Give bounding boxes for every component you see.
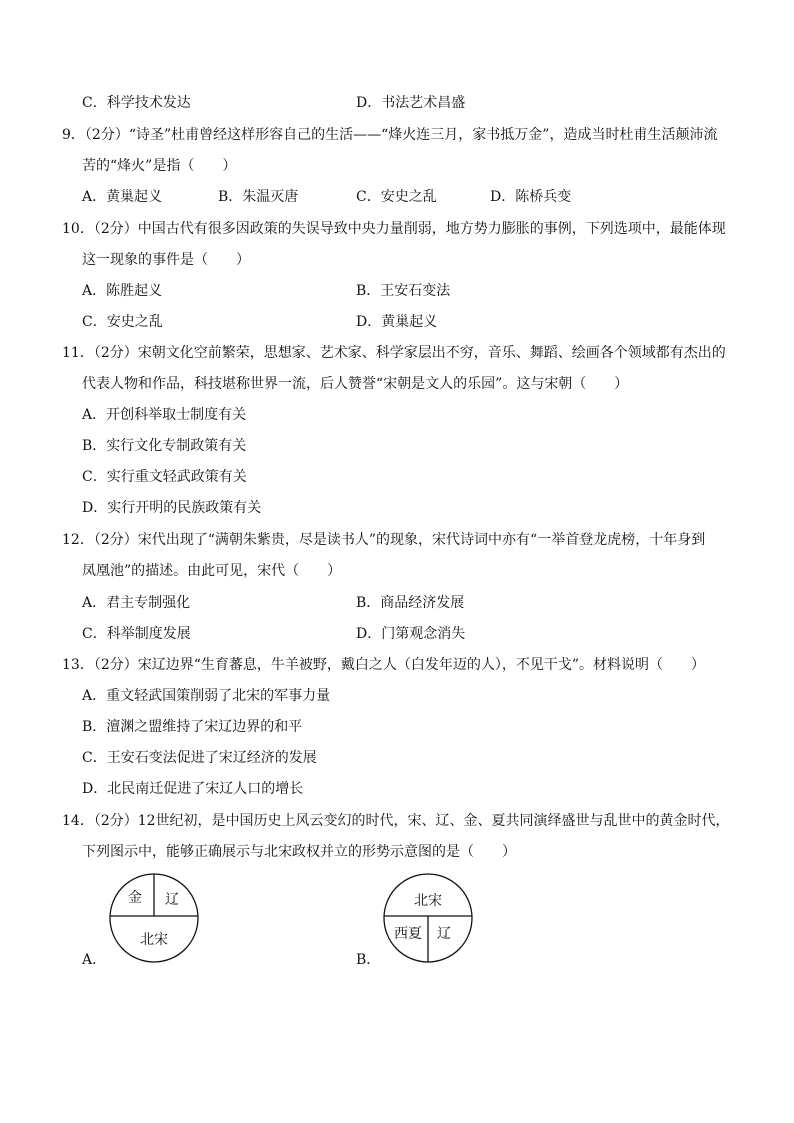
q14-figure-a-diagram bbox=[108, 872, 200, 964]
q8-option-d: D．书法艺术昌盛 bbox=[356, 95, 466, 111]
q9-stem-line1: 9．（2分）“诗圣”杜甫曾经这样形容自己的生活——“烽火连三月，家书抵万金”，造成当时杜甫生活颠沛流 bbox=[62, 127, 718, 143]
q12-stem-line1: 12．（2分）宋代出现了“满朝朱紫贵，尽是读书人”的现象，宋代诗词中亦有“一举首登龙虎榜，十年身到 bbox=[62, 532, 706, 548]
figure-a-label-beisong: 北宋 bbox=[140, 932, 168, 948]
q12-option-b: B．商品经济发展 bbox=[356, 595, 465, 611]
figure-a-label-jin: 金 bbox=[128, 890, 142, 906]
q11-option-b: B．实行文化专制政策有关 bbox=[82, 438, 247, 454]
q9-option-b: B．朱温灭唐 bbox=[218, 189, 299, 205]
q8-option-c: C．科学技术发达 bbox=[82, 95, 191, 111]
q13-option-d: D．北民南迁促进了宋辽人口的增长 bbox=[82, 781, 304, 797]
q13-option-c: C．王安石变法促进了宋辽经济的发展 bbox=[82, 750, 317, 766]
q13-stem-line1: 13．（2分）宋辽边界“生育蕃息，牛羊被野，戴白之人（白发年迈的人），不见干戈”。材料说明（ ） bbox=[62, 657, 706, 673]
q13-option-a: A．重文轻武国策削弱了北宋的军事力量 bbox=[82, 688, 331, 704]
q12-option-c: C．科举制度发展 bbox=[82, 626, 191, 642]
q14-option-a-label: A． bbox=[82, 952, 107, 968]
q12-stem-line2: 凤凰池”的描述。由此可见，宋代（ ） bbox=[82, 563, 342, 579]
q13-option-b: B．澶渊之盟维持了宋辽边界的和平 bbox=[82, 719, 303, 735]
figure-a-label-liao: 辽 bbox=[165, 892, 179, 908]
q9-option-d: D．陈桥兵变 bbox=[490, 189, 572, 205]
q10-stem-line2: 这一现象的事件是（ ） bbox=[82, 252, 250, 268]
q10-option-c: C．安史之乱 bbox=[82, 314, 163, 330]
figure-b-label-xixia: 西夏 bbox=[394, 926, 422, 942]
q10-stem-line1: 10．（2分）中国古代有很多因政策的失误导致中央力量削弱，地方势力膨胀的事例，下列选项中，最能体现 bbox=[62, 221, 726, 237]
q9-option-a: A．黄巢起义 bbox=[82, 189, 163, 205]
q14-figure-b bbox=[382, 872, 474, 964]
q12-option-d: D．门第观念消失 bbox=[356, 626, 466, 642]
q11-stem-line1: 11．（2分）宋朝文化空前繁荣，思想家、艺术家、科学家层出不穷，音乐、舞蹈、绘画各个领域都有杰出的 bbox=[62, 345, 726, 361]
q14-option-b-label: B． bbox=[356, 952, 381, 968]
q11-option-a: A．开创科举取士制度有关 bbox=[82, 407, 247, 423]
figure-b-label-liao: 辽 bbox=[437, 926, 451, 942]
q9-stem-line2: 苦的“烽火”是指（ ） bbox=[82, 158, 237, 174]
q14-stem-line1: 14．（2分）12世纪初，是中国历史上风云变幻的时代，宋、辽、金、夏共同演绎盛世与乱世中的黄金时代， bbox=[62, 813, 730, 829]
q10-option-b: B．王安石变法 bbox=[356, 283, 451, 299]
q11-option-c: C．实行重文轻武政策有关 bbox=[82, 469, 247, 485]
figure-b-label-beisong: 北宋 bbox=[414, 893, 442, 909]
q14-figure-a bbox=[108, 872, 200, 964]
q14-stem-line2: 下列图示中，能够正确展示与北宋政权并立的形势示意图的是（ ） bbox=[82, 844, 516, 860]
q11-stem-line2: 代表人物和作品，科技堪称世界一流，后人赞誉“宋朝是文人的乐园”。这与宋朝（ ） bbox=[82, 376, 629, 392]
q12-option-a: A．君主专制强化 bbox=[82, 595, 191, 611]
q14-figure-b-diagram bbox=[382, 872, 474, 964]
q10-option-d: D．黄巢起义 bbox=[356, 314, 438, 330]
q9-option-c: C．安史之乱 bbox=[356, 189, 437, 205]
q10-option-a: A．陈胜起义 bbox=[82, 283, 163, 299]
q11-option-d: D．实行开明的民族政策有关 bbox=[82, 500, 262, 516]
